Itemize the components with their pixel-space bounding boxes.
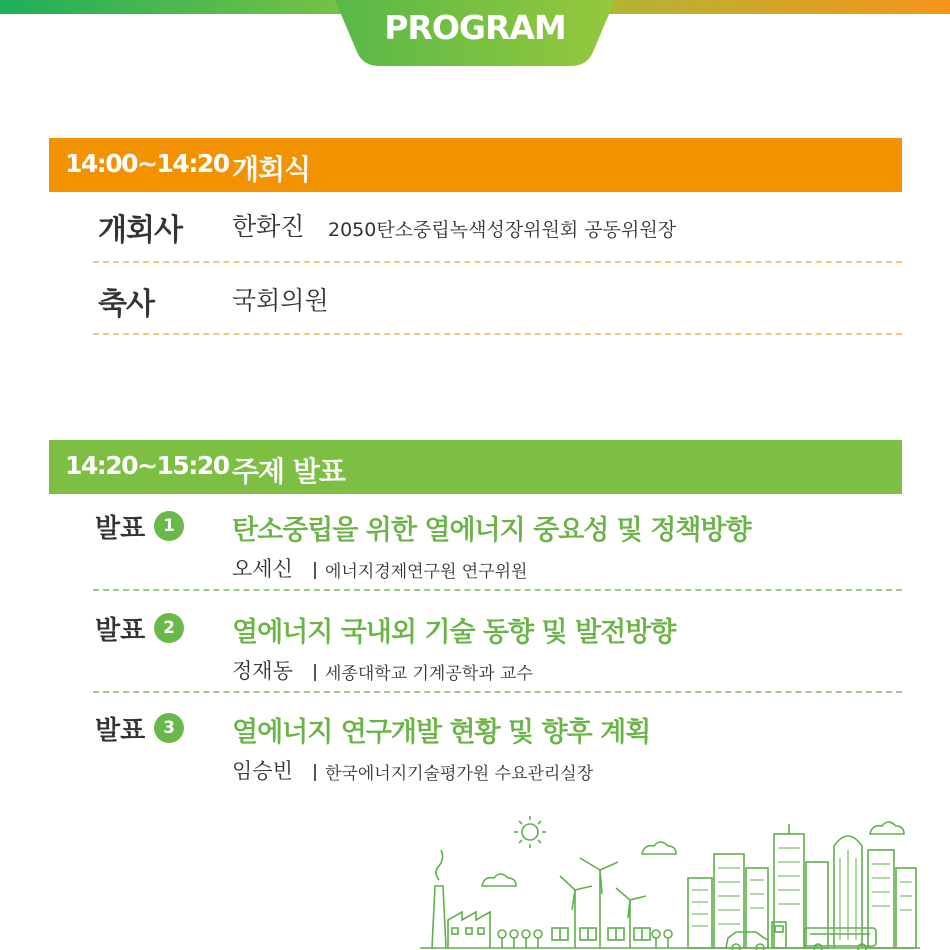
presenter-affiliation [314, 557, 527, 582]
presentation-label: 발표 [95, 514, 146, 544]
row-name: 국회의원 [232, 286, 329, 315]
presentation-title: 열에너지 연구개발 현황 및 향후 계획 [232, 717, 651, 748]
page-title: PROGRAM [384, 8, 566, 47]
building-icon [688, 824, 916, 948]
presentation-number-badge: 2 [154, 613, 184, 643]
presentation-title: 열에너지 국내외 기술 동향 및 발전방향 [232, 617, 676, 648]
presenter-name: 정재동 [232, 659, 293, 683]
green-city-illustration [420, 810, 920, 950]
presentation-title: 탄소중립을 위한 열에너지 중요성 및 정책방향 [232, 515, 751, 546]
divider [93, 589, 902, 591]
section-title: 주제 발표 [232, 455, 345, 488]
presentation-label: 발표 [95, 716, 146, 746]
presenter-affiliation [314, 759, 593, 784]
separator [314, 562, 316, 579]
affiliation-text: 한국에너지기술평가원 수요관리실장 [325, 764, 594, 784]
separator [314, 764, 316, 781]
section-title: 개회식 [232, 153, 311, 186]
presenter-affiliation [314, 659, 533, 684]
affiliation-text: 에너지경제연구원 연구위원 [325, 562, 528, 582]
tree-icon [498, 930, 672, 948]
presenter-name: 임승빈 [232, 759, 293, 783]
divider [93, 261, 902, 263]
divider [93, 691, 902, 693]
presentation-number-badge: 1 [154, 511, 184, 541]
section-bar-opening [49, 138, 902, 192]
row-label: 축사 [98, 287, 154, 322]
sun-icon [514, 816, 546, 848]
wind-turbine-icon [560, 858, 646, 948]
cloud-icon [482, 874, 516, 886]
row-role: 2050탄소중립녹색성장위원회 공동위원장 [328, 219, 677, 241]
presentation-label: 발표 [95, 616, 146, 646]
cloud-icon [870, 822, 904, 834]
cloud-icon [642, 842, 676, 854]
row-label: 개회사 [98, 213, 182, 248]
factory-icon [432, 850, 490, 948]
divider [93, 333, 902, 335]
presenter-name: 오세신 [232, 557, 293, 581]
program-header-tab [335, 0, 615, 66]
presentation-number-badge: 3 [154, 713, 184, 743]
section-time: 14:20~15:20 [65, 451, 229, 480]
section-time: 14:00~14:20 [65, 149, 229, 178]
separator [314, 664, 316, 681]
section-bar-presentations [49, 440, 902, 494]
affiliation-text: 세종대학교 기계공학과 교수 [325, 664, 533, 684]
row-name: 한화진 [232, 212, 305, 241]
solar-panel-icon [552, 928, 650, 940]
